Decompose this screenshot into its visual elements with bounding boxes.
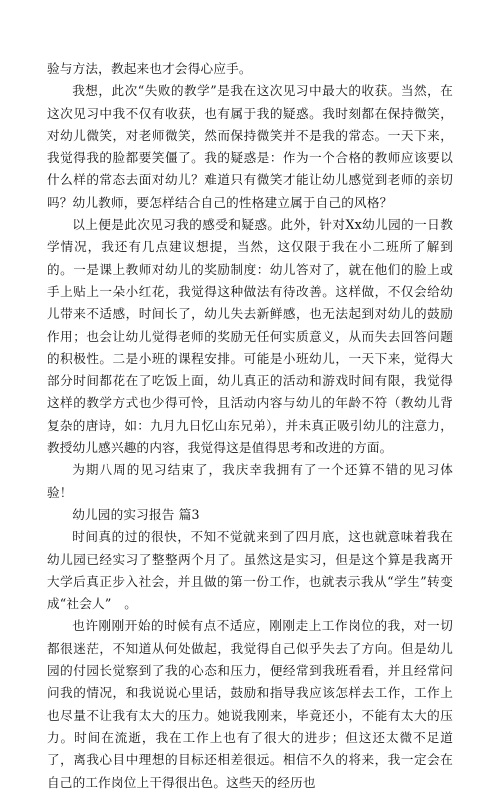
paragraph-3: 以上便是此次见习我的感受和疑惑。此外，针对Xx幼儿园的一日教学情况，我还有几点建议想提，当然，这仅限于我在小二班所了解到的。一是课上教师对幼儿的奖励制度：幼儿答对了，就在他们的脸上或手上贴上一朵小红花，我觉得这种做法有待改善。这样做，不仅会给幼儿带来不适感，时间长了，幼儿失去新鲜感，也无法起到对幼儿的鼓励作用；也会让幼儿觉得老师的奖励无任何实质意义，从而失去回答问题的积极性。二是小班的课程安排。可能是小班幼儿，一天下来，觉得大部分时间都花在了吃饭上面，幼儿真正的活动和游戏时间有限，我觉得这样的教学方式也少得可怜，且活动内容与幼儿的年龄不符（教幼儿背复杂的唐诗，如：九月九日忆山东兄弟），并未真正吸引幼儿的注意力，教授幼儿感兴趣的内容，我觉得这是值得思考和改进的方面。	[47, 217, 453, 456]
document-page	[47, 58, 453, 794]
section-heading: 幼儿园的实习报告 篇3	[72, 506, 200, 522]
paragraph-6: 也许刚刚开始的时候有点不适应，刚刚走上工作岗位的我，对一切都很迷茫，不知道从何处做起，我觉得自己似乎失去了方向。但是幼儿园的付园长觉察到了我的心态和压力，便经常到我班看看，并且经常问问我的情况，和我说说心里话，鼓励和指导我应该怎样去工作，工作上也尽量不让我有太大的压力。她说我刚来，毕竟还小，不能有太大的压力。时间在流逝，我在工作上也有了很大的进步；但这还太微不足道了，离我心目中理想的目标还相差很远。相信不久的将来，我一定会在自己的工作岗位上干得很出色。这些天的经历也	[47, 618, 453, 790]
paragraph-2: 我想，此次“失败的教学”是我在这次见习中最大的收获。当然，在这次见习中我不仅有收获，也有属于我的疑惑。我时刻都在保持微笑，对幼儿微笑，对老师微笑，然而保持微笑并不是我的常态。一天下来，我觉得我的脸都要笑僵了。我的疑惑是：作为一个合格的教师应该要以什么样的常态去面对幼儿？难道只有微笑才能让幼儿感觉到老师的亲切吗？幼儿教师，要怎样结合自己的性格建立属于自己的风格？	[47, 83, 453, 210]
paragraph-4: 为期八周的见习结束了，我庆幸我拥有了一个还算不错的见习体验！	[47, 462, 453, 500]
paragraph-5: 时间真的过的很快，不知不觉就来到了四月底，这也就意味着我在幼儿园已经实习了整整两个月了。虽然这是实习，但是这个算是我离开大学后真正步入社会，并且做的第一份工作，也就表示我从“学生”转变成“社会人” 。	[47, 529, 453, 612]
paragraph-1: 验与方法，教起来也才会得心应手。	[47, 61, 252, 76]
